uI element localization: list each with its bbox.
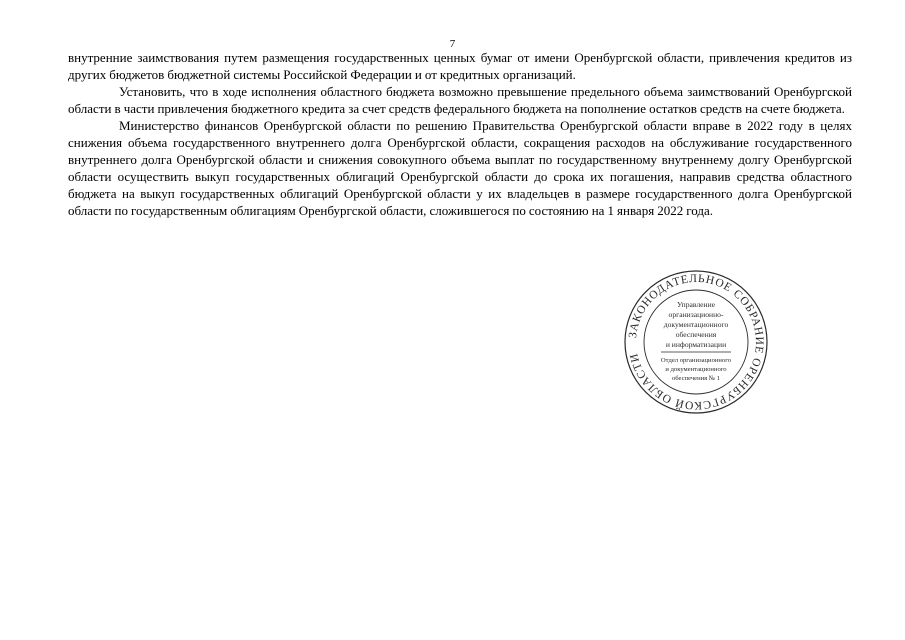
paragraph-bond-buyback: Министерство финансов Оренбургской области по решению Правительства Оренбургской области вправе в 2022 году в целях снижения объема государственного внутреннего долга Оренбургской области, сокращения расходов на обслуживание государственного внутреннего долга Оренбургской области и снижения совокупного объема выплат по государственному внутреннему долгу Оренбургской области осуществить выкуп государственных облигаций Оренбургской области до срока их погашения, направив средства областного бюджета на выкуп государственных облигаций Оренбургской области у их владельцев в размере государственного долга Оренбургской области по государственным облигациям Оренбургской области, сложившегося по состоянию на 1 января 2022 года. [68, 118, 852, 218]
stamp-line-1: Управление [676, 300, 716, 309]
stamp-line-4: обеспечения [675, 330, 717, 339]
stamp-line-5: и информатизации [665, 340, 727, 349]
document-body [68, 49, 852, 219]
stamp-dept-line-3: обеспечения № 1 [671, 375, 721, 382]
stamp-ring-text: ЗАКОНОДАТЕЛЬНОЕ СОБРАНИЕ ОРЕНБУРГСКОЙ ОБЛАСТИ [627, 272, 766, 412]
stamp-line-3: документационного [663, 320, 729, 329]
stamp-seal [621, 267, 771, 417]
stamp-dept-line-2: и документационного [665, 366, 727, 373]
paragraph-borrowings: внутренние заимствования путем размещения государственных ценных бумаг от имени Оренбургской области, привлечения кредитов из других бюджетов бюджетной системы Российской Федерации и от кредитных организаций. [68, 50, 852, 82]
paragraph-budget-credit: Установить, что в ходе исполнения областного бюджета возможно превышение предельного объема заимствований Оренбургской области в части привлечения бюджетного кредита за счет средств федерального бюджета на пополнение остатков средств на счете бюджета. [68, 84, 852, 116]
stamp-dept-line-1: Отдел организационного [660, 357, 732, 364]
official-stamp [621, 267, 771, 417]
page-number: 7 [449, 38, 456, 50]
stamp-line-2: организационно- [668, 310, 724, 319]
